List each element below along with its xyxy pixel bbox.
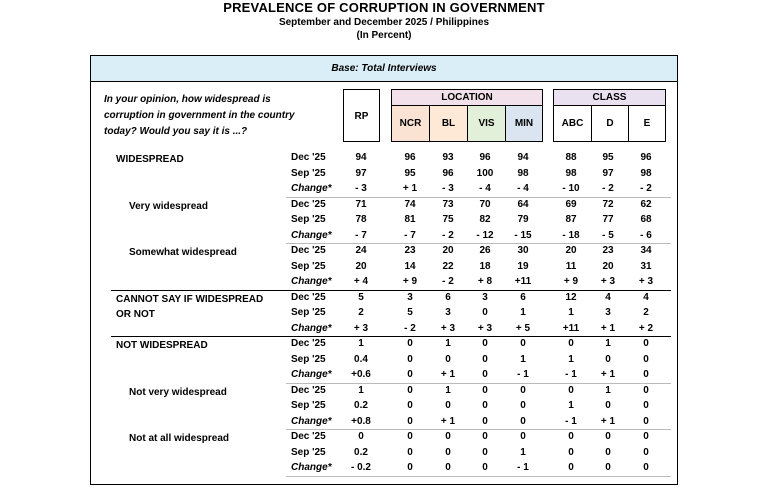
value-cell: - 3 — [355, 183, 367, 194]
value-cell: 2 — [643, 307, 649, 318]
group-label: Not very widespread — [129, 386, 227, 398]
period-label: Dec '25 — [291, 152, 326, 163]
period-label: Sep '25 — [291, 167, 326, 179]
value-cell: - 10 — [562, 183, 580, 194]
period-label: Sep '25 — [291, 400, 326, 411]
value-cell: 23 — [602, 245, 614, 256]
value-cell: - 12 — [476, 229, 494, 241]
value-cell: 1 — [605, 384, 611, 396]
value-cell: 26 — [479, 245, 491, 256]
period-label: Sep '25 — [291, 446, 326, 458]
value-cell: - 2 — [442, 229, 454, 241]
value-cell: - 4 — [479, 183, 491, 194]
value-cell: 0 — [407, 353, 413, 365]
value-cell: + 1 — [600, 369, 616, 380]
value-cell: 0 — [482, 353, 488, 365]
abc-header: ABC — [553, 105, 592, 142]
value-cell: 4 — [643, 291, 649, 303]
value-cell: + 1 — [440, 369, 456, 380]
value-cell: 64 — [517, 198, 529, 210]
value-cell: + 3 — [638, 276, 654, 287]
value-cell: 72 — [602, 198, 614, 210]
value-cell: 1 — [520, 307, 526, 318]
value-cell: 88 — [565, 152, 577, 163]
value-cell: 98 — [565, 167, 577, 179]
value-cell: 0 — [407, 415, 413, 427]
value-cell: 0 — [407, 338, 413, 349]
value-cell: 93 — [442, 152, 454, 163]
value-cell: 0 — [568, 446, 574, 458]
value-cell: - 7 — [404, 229, 416, 241]
value-cell: 0 — [568, 384, 574, 396]
value-cell: 98 — [640, 167, 652, 179]
value-cell: 100 — [476, 167, 494, 179]
value-cell: 24 — [355, 245, 367, 256]
value-cell: 0 — [445, 431, 451, 442]
value-cell: 0.2 — [354, 400, 368, 411]
value-cell: 0 — [445, 462, 451, 473]
period-label: Sep '25 — [291, 307, 326, 318]
value-cell: 0 — [482, 446, 488, 458]
value-cell: 68 — [640, 214, 652, 225]
value-cell: 4 — [605, 291, 611, 303]
value-cell: 1 — [358, 384, 364, 396]
value-cell: 94 — [355, 152, 367, 163]
value-cell: 70 — [479, 198, 491, 210]
value-cell: 5 — [358, 291, 364, 303]
value-cell: 0 — [605, 353, 611, 365]
value-cell: - 2 — [640, 183, 652, 194]
value-cell: 1 — [520, 353, 526, 365]
value-cell: 0 — [407, 462, 413, 473]
group-label: WIDESPREAD — [116, 154, 184, 165]
value-cell: 78 — [355, 214, 367, 225]
value-cell: 1 — [358, 338, 364, 349]
value-cell: 96 — [442, 167, 454, 179]
row-divider — [286, 383, 671, 384]
group-label: NOT WIDESPREAD — [116, 340, 208, 351]
row-divider — [286, 429, 671, 430]
group-label: Somewhat widespread — [129, 247, 237, 258]
group-label-line2: OR NOT — [116, 309, 155, 320]
period-label: Dec '25 — [291, 431, 326, 442]
period-label: Dec '25 — [291, 338, 326, 349]
value-cell: 0.4 — [354, 353, 368, 365]
value-cell: 1 — [568, 307, 574, 318]
period-label: Change* — [291, 183, 332, 194]
value-cell: 87 — [565, 214, 577, 225]
class-header: CLASS — [553, 89, 666, 106]
value-cell: 0 — [520, 415, 526, 427]
value-cell: 6 — [520, 291, 526, 303]
value-cell: +11 — [562, 322, 580, 334]
value-cell: +0.8 — [351, 415, 371, 427]
value-cell: 97 — [602, 167, 614, 179]
value-cell: 0 — [358, 431, 364, 442]
value-cell: - 0.2 — [350, 462, 371, 473]
value-cell: + 3 — [477, 322, 493, 334]
value-cell: 0.2 — [354, 446, 368, 458]
value-cell: + 1 — [600, 322, 616, 334]
value-cell: 0 — [643, 353, 649, 365]
value-cell: 2 — [358, 307, 364, 318]
value-cell: 0 — [643, 369, 649, 380]
period-label: Change* — [291, 462, 332, 473]
value-cell: 0 — [568, 338, 574, 349]
value-cell: - 4 — [517, 183, 529, 194]
value-cell: 23 — [404, 245, 416, 256]
survey-question: In your opinion, how widespread is corruption in government in the country today? Would you say it is ...? — [104, 94, 295, 137]
value-cell: 14 — [404, 260, 416, 272]
value-cell: 0 — [482, 400, 488, 411]
ncr-header: NCR — [391, 105, 430, 142]
vis-header: VIS — [467, 105, 506, 142]
value-cell: + 1 — [600, 415, 616, 427]
value-cell: 1 — [568, 400, 574, 411]
value-cell: 1 — [568, 353, 574, 365]
value-cell: 20 — [442, 245, 454, 256]
value-cell: 71 — [355, 198, 367, 210]
value-cell: 69 — [565, 198, 577, 210]
value-cell: 0 — [643, 446, 649, 458]
row-divider — [286, 476, 671, 477]
value-cell: + 1 — [440, 415, 456, 427]
value-cell: 12 — [565, 291, 577, 303]
section-divider — [111, 290, 671, 291]
value-cell: 20 — [602, 260, 614, 272]
period-label: Dec '25 — [291, 291, 326, 303]
value-cell: + 3 — [353, 322, 369, 334]
value-cell: 96 — [479, 152, 491, 163]
value-cell: 94 — [517, 152, 529, 163]
value-cell: 77 — [602, 214, 614, 225]
page-title: PREVALENCE OF CORRUPTION IN GOVERNMENT — [223, 0, 545, 15]
value-cell: - 18 — [562, 229, 580, 241]
value-cell: 96 — [404, 152, 416, 163]
value-cell: 0 — [482, 338, 488, 349]
value-cell: 0 — [482, 415, 488, 427]
value-cell: 0 — [445, 353, 451, 365]
value-cell: 0 — [568, 462, 574, 473]
row-divider — [286, 243, 671, 244]
results-table — [90, 55, 678, 485]
period-label: Sep '25 — [291, 260, 326, 272]
value-cell: - 2 — [442, 276, 454, 287]
value-cell: 98 — [517, 167, 529, 179]
value-cell: 0 — [445, 446, 451, 458]
location-header: LOCATION — [391, 89, 543, 106]
value-cell: 11 — [565, 260, 577, 272]
value-cell: 34 — [640, 245, 652, 256]
value-cell: 0 — [520, 431, 526, 442]
value-cell: 0 — [482, 369, 488, 380]
period-label: Change* — [291, 369, 332, 380]
value-cell: 74 — [404, 198, 416, 210]
value-cell: 0 — [643, 384, 649, 396]
value-cell: + 3 — [600, 276, 616, 287]
rp-header: RP — [343, 89, 380, 142]
value-cell: 1 — [445, 384, 451, 396]
value-cell: 6 — [445, 291, 451, 303]
value-cell: 95 — [404, 167, 416, 179]
value-cell: 0 — [605, 462, 611, 473]
value-cell: 0 — [643, 431, 649, 442]
value-cell: 22 — [442, 260, 454, 272]
value-cell: 3 — [605, 307, 611, 318]
period-label: Change* — [291, 415, 332, 427]
value-cell: 0 — [407, 400, 413, 411]
value-cell: + 4 — [353, 276, 369, 287]
value-cell: - 2 — [404, 322, 416, 334]
value-cell: 1 — [605, 338, 611, 349]
period-label: Dec '25 — [291, 245, 326, 256]
value-cell: - 1 — [565, 415, 577, 427]
value-cell: 0 — [407, 369, 413, 380]
value-cell: 18 — [479, 260, 491, 272]
value-cell: 0 — [482, 462, 488, 473]
value-cell: + 9 — [563, 276, 579, 287]
value-cell: 0 — [605, 446, 611, 458]
value-cell: 97 — [355, 167, 367, 179]
value-cell: 0 — [643, 338, 649, 349]
period-label: Change* — [291, 276, 332, 287]
value-cell: 20 — [565, 245, 577, 256]
d-header: D — [591, 105, 629, 142]
value-cell: - 15 — [514, 229, 532, 241]
value-cell: 3 — [407, 291, 413, 303]
page-subtitle: September and December 2025 / Philippines — [278, 17, 490, 28]
period-label: Sep '25 — [291, 214, 326, 225]
value-cell: 81 — [404, 214, 416, 225]
base-banner: Base: Total Interviews — [91, 56, 677, 82]
value-cell: - 1 — [565, 369, 577, 380]
period-label: Sep '25 — [291, 353, 326, 365]
value-cell: - 2 — [602, 183, 614, 194]
value-cell: 1 — [445, 338, 451, 349]
group-label: CANNOT SAY IF WIDESPREAD — [116, 293, 264, 305]
value-cell: +0.6 — [351, 369, 371, 380]
section-divider — [111, 336, 671, 337]
value-cell: +11 — [514, 276, 532, 287]
value-cell: 0 — [605, 400, 611, 411]
group-label: Very widespread — [129, 200, 208, 212]
value-cell: - 7 — [355, 229, 367, 241]
value-cell: 62 — [640, 198, 652, 210]
row-divider — [286, 197, 671, 198]
value-cell: 0 — [482, 384, 488, 396]
value-cell: 0 — [643, 400, 649, 411]
value-cell: 0 — [643, 415, 649, 427]
value-cell: 0 — [520, 384, 526, 396]
value-cell: 0 — [520, 400, 526, 411]
period-label: Dec '25 — [291, 198, 326, 210]
group-label: Not at all widespread — [129, 433, 230, 444]
value-cell: 95 — [602, 152, 614, 163]
value-cell: + 8 — [477, 276, 493, 287]
value-cell: 0 — [605, 431, 611, 442]
value-cell: + 3 — [440, 322, 456, 334]
bl-header: BL — [429, 105, 468, 142]
value-cell: 1 — [520, 446, 526, 458]
value-cell: + 1 — [402, 183, 418, 194]
value-cell: + 5 — [515, 322, 531, 334]
value-cell: 0 — [407, 431, 413, 442]
value-cell: 0 — [482, 431, 488, 442]
value-cell: 3 — [482, 291, 488, 303]
value-cell: 82 — [479, 214, 491, 225]
value-cell: 19 — [517, 260, 529, 272]
value-cell: 0 — [568, 431, 574, 442]
value-cell: - 1 — [517, 462, 529, 473]
unit-note: (In Percent) — [356, 30, 412, 41]
value-cell: 0 — [482, 307, 488, 318]
value-cell: 0 — [407, 384, 413, 396]
value-cell: 31 — [640, 260, 652, 272]
value-cell: + 2 — [638, 322, 654, 334]
value-cell: - 3 — [442, 183, 454, 194]
value-cell: 30 — [517, 245, 529, 256]
value-cell: - 1 — [517, 369, 529, 380]
value-cell: 73 — [442, 198, 454, 210]
e-header: E — [628, 105, 666, 142]
value-cell: 20 — [355, 260, 367, 272]
min-header: MIN — [505, 105, 543, 142]
value-cell: 0 — [520, 338, 526, 349]
period-label: Change* — [291, 322, 332, 334]
value-cell: 3 — [445, 307, 451, 318]
value-cell: + 9 — [402, 276, 418, 287]
period-label: Dec '25 — [291, 384, 326, 396]
period-label: Change* — [291, 229, 332, 241]
value-cell: - 5 — [602, 229, 614, 241]
value-cell: 0 — [407, 446, 413, 458]
value-cell: 0 — [445, 400, 451, 411]
value-cell: 5 — [407, 307, 413, 318]
value-cell: 96 — [640, 152, 652, 163]
value-cell: 75 — [442, 214, 454, 225]
value-cell: 0 — [643, 462, 649, 473]
value-cell: - 6 — [640, 229, 652, 241]
value-cell: 79 — [517, 214, 529, 225]
